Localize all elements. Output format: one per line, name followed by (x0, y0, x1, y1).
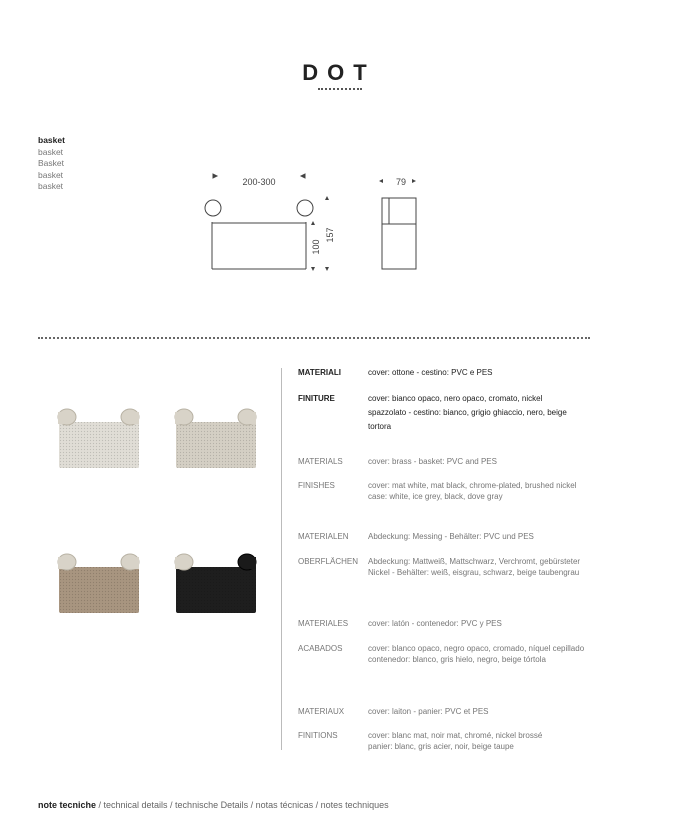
product-name-en: basket (38, 146, 64, 157)
spec-value: cover: latón - contenedor: PVC y PES (368, 619, 502, 628)
spec-label: FINITURE (298, 394, 335, 403)
product-name-de: Basket (38, 158, 64, 168)
spec-value-line: contenedor: blanco, gris hielo, negro, beige tórtola (368, 655, 546, 664)
spec-row-finitions (298, 730, 598, 754)
basket-grey-render (175, 409, 256, 468)
spec-row-acabados (298, 643, 598, 667)
spec-table (298, 367, 598, 767)
spec-value: cover: ottone - cestino: PVC e PES (368, 368, 493, 377)
page-title: DOT (302, 60, 376, 85)
spec-value: cover: brass - basket: PVC and PES (368, 457, 497, 466)
spec-value: Abdeckung: Messing - Behälter: PVC und PES (368, 532, 534, 541)
spec-value (368, 556, 598, 578)
total-height-label: 157 (325, 227, 335, 243)
spec-row-finiture (298, 392, 598, 431)
spec-label: MATERIAUX (298, 707, 345, 716)
spec-value (368, 730, 598, 752)
spec-label: FINITIONS (298, 731, 338, 740)
spec-row-materials (298, 456, 598, 468)
footer-technical-details (38, 800, 389, 810)
footer-rest-label: / technical details / technische Details / notas técnicas / notes techniques (96, 800, 389, 810)
spec-value (368, 392, 598, 434)
basket-white-render (58, 409, 139, 468)
spec-value-line: tortora (368, 422, 392, 431)
width-dimension-label: 200-300 (242, 177, 276, 187)
front-view-drawing (205, 174, 335, 271)
spec-value: cover: laiton - panier: PVC et PES (368, 707, 489, 716)
spec-label: MATERIALEN (298, 532, 349, 541)
spec-row-oberflaechen (298, 556, 598, 580)
spec-value-line: panier: blanc, gris acier, noir, beige taupe (368, 742, 514, 751)
spec-label: FINISHES (298, 481, 335, 490)
spec-row-finishes (298, 480, 598, 504)
spec-row-materiales (298, 618, 598, 630)
basket-taupe-render (58, 554, 139, 613)
depth-dimension-label: 79 (395, 177, 407, 187)
product-renders (50, 400, 280, 620)
title-divider (318, 88, 362, 90)
spec-label: OBERFLÄCHEN (298, 557, 359, 566)
section-divider (38, 337, 590, 339)
spec-row-materialen (298, 531, 598, 543)
spec-label: MATERIALES (298, 619, 349, 628)
spec-row-materiali (298, 367, 598, 379)
spec-value-line: cover: bianco opaco, nero opaco, cromato, nickel (368, 394, 543, 403)
spec-value-line: case: white, ice grey, black, dove gray (368, 492, 503, 501)
product-name-es: basket (38, 169, 64, 180)
spec-value-line: spazzolato - cestino: bianco, grigio ghiaccio, nero, beige (368, 408, 567, 417)
spec-value-line: Nickel - Behälter: weiß, eisgrau, schwarz, beige taubengrau (368, 568, 580, 577)
product-name-list (38, 135, 65, 193)
spec-value-line: cover: blanc mat, noir mat, chromé, nickel brossé (368, 731, 543, 740)
technical-drawing (195, 170, 445, 280)
side-view-drawing (379, 177, 416, 269)
spec-value-line: Abdeckung: Mattweiß, Mattschwarz, Verchromt, gebürsteter (368, 557, 581, 566)
spec-value (368, 480, 598, 502)
product-name-it: basket (38, 135, 65, 145)
spec-label: MATERIALI (298, 368, 341, 377)
spec-label: ACABADOS (298, 644, 343, 653)
basket-black-render (175, 554, 256, 613)
spec-value-line: cover: mat white, mat black, chrome-plated, brushed nickel (368, 481, 577, 490)
spec-label: MATERIALS (298, 457, 343, 466)
footer-bold-label: note tecniche (38, 800, 97, 810)
inner-height-label: 100 (311, 239, 321, 255)
spec-value-line: cover: blanco opaco, negro opaco, cromado, níquel cepillado (368, 644, 585, 653)
spec-row-materiaux (298, 706, 598, 718)
product-name-fr: basket (38, 181, 64, 191)
spec-divider-line (281, 368, 282, 750)
spec-value (368, 643, 598, 665)
